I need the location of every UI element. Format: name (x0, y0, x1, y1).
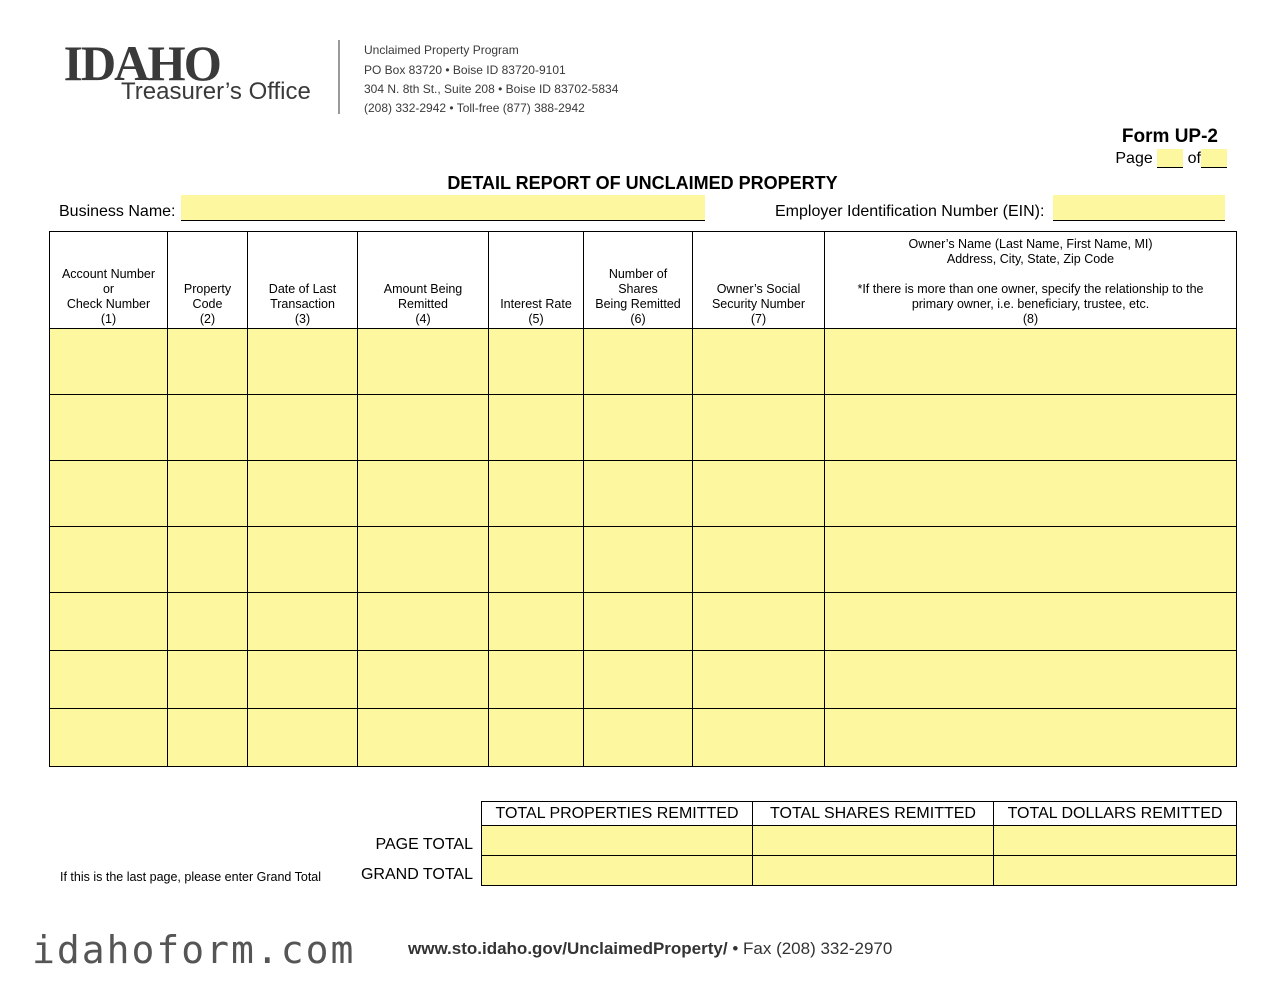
column-header-line: Property (183, 282, 232, 296)
cell-amount-remitted-field[interactable] (358, 651, 489, 709)
column-header-line: Security Number (711, 297, 806, 311)
column-header-line: Address, City, State, Zip Code (946, 252, 1115, 266)
column-header-line: Being Remitted (595, 297, 681, 311)
cell-owner-ssn-field[interactable] (693, 395, 825, 461)
address-line-pobox: PO Box 83720 • Boise ID 83720-9101 (364, 63, 566, 77)
treasurers-office-logo-text: Treasurer’s Office (121, 78, 311, 105)
cell-number-of-shares-field[interactable] (584, 593, 693, 651)
cell-date-last-transaction-field[interactable] (248, 709, 358, 767)
cell-number-of-shares-field[interactable] (584, 527, 693, 593)
page-number-field[interactable] (1157, 149, 1183, 168)
page-label: Page (1115, 150, 1153, 167)
cell-date-last-transaction-field[interactable] (248, 395, 358, 461)
cell-account-number-field[interactable] (50, 527, 168, 593)
page-total-dollars-field[interactable] (994, 826, 1237, 856)
column-header-amount-remitted (358, 232, 489, 329)
cell-date-last-transaction-field[interactable] (248, 461, 358, 527)
cell-amount-remitted-field[interactable] (358, 593, 489, 651)
cell-property-code-field[interactable] (168, 395, 248, 461)
table-row (50, 461, 1237, 527)
form-number: Form UP-2 (1121, 126, 1218, 147)
column-header-number-of-shares (584, 232, 693, 329)
column-header-interest-rate (489, 232, 584, 329)
column-header-property-code (168, 232, 248, 329)
address-line-phone: (208) 332-2942 • Toll-free (877) 388-2942 (364, 101, 585, 115)
cell-interest-rate-field[interactable] (489, 527, 584, 593)
idaho-logo-wordmark: IDAHO (63, 35, 220, 91)
column-header-date-last-transaction (248, 232, 358, 329)
cell-owner-name-address-field[interactable] (825, 709, 1237, 767)
cell-owner-ssn-field[interactable] (693, 709, 825, 767)
cell-account-number-field[interactable] (50, 329, 168, 395)
table-row (50, 329, 1237, 395)
cell-interest-rate-field[interactable] (489, 651, 584, 709)
column-header-line: Interest Rate (500, 297, 572, 311)
cell-account-number-field[interactable] (50, 461, 168, 527)
column-header-line: Owner’s Name (Last Name, First Name, MI) (908, 237, 1153, 251)
address-line-program: Unclaimed Property Program (364, 43, 519, 57)
cell-number-of-shares-field[interactable] (584, 709, 693, 767)
cell-owner-name-address-field[interactable] (825, 329, 1237, 395)
table-row (50, 593, 1237, 651)
cell-account-number-field[interactable] (50, 651, 168, 709)
cell-number-of-shares-field[interactable] (584, 651, 693, 709)
cell-owner-ssn-field[interactable] (693, 329, 825, 395)
cell-owner-name-address-field[interactable] (825, 593, 1237, 651)
table-row (50, 395, 1237, 461)
cell-date-last-transaction-field[interactable] (248, 651, 358, 709)
column-header-line: (2) (199, 312, 216, 326)
column-header-line: (8) (1022, 312, 1039, 326)
column-header-line: (1) (100, 312, 117, 326)
cell-number-of-shares-field[interactable] (584, 395, 693, 461)
business-name-field[interactable] (181, 195, 705, 221)
form-title: DETAIL REPORT OF UNCLAIMED PROPERTY (447, 173, 838, 193)
cell-amount-remitted-field[interactable] (358, 709, 489, 767)
cell-owner-name-address-field[interactable] (825, 461, 1237, 527)
cell-date-last-transaction-field[interactable] (248, 329, 358, 395)
column-header-line: Code (192, 297, 223, 311)
cell-interest-rate-field[interactable] (489, 461, 584, 527)
totals-table (481, 801, 1237, 886)
grand-total-dollars-field[interactable] (994, 856, 1237, 886)
cell-interest-rate-field[interactable] (489, 395, 584, 461)
business-name-label: Business Name: (59, 203, 176, 220)
footer-fax: • Fax (208) 332-2970 (732, 939, 893, 958)
table-header-row (50, 232, 1237, 329)
cell-owner-ssn-field[interactable] (693, 593, 825, 651)
page-total-row (482, 826, 1237, 856)
cell-amount-remitted-field[interactable] (358, 527, 489, 593)
ein-field[interactable] (1053, 195, 1225, 221)
cell-date-last-transaction-field[interactable] (248, 593, 358, 651)
grand-total-row (482, 856, 1237, 886)
column-header-line: Number of (608, 267, 668, 281)
cell-account-number-field[interactable] (50, 593, 168, 651)
cell-owner-ssn-field[interactable] (693, 651, 825, 709)
column-header-line: Owner’s Social (716, 282, 801, 296)
footer-website-link[interactable]: www.sto.idaho.gov/UnclaimedProperty/ (408, 939, 728, 958)
column-header-line: (6) (630, 312, 646, 326)
page-total-count-field[interactable] (1201, 149, 1227, 168)
cell-account-number-field[interactable] (50, 395, 168, 461)
grand-total-label: GRAND TOTAL (360, 866, 473, 883)
column-header-account-number (50, 232, 168, 329)
column-header-line: Transaction (270, 297, 335, 311)
column-header-line: (7) (750, 312, 767, 326)
column-header-line: or (102, 282, 115, 296)
column-header-line: (5) (528, 312, 544, 326)
cell-owner-ssn-field[interactable] (693, 461, 825, 527)
column-header-owner-name-address (825, 232, 1237, 329)
grand-total-properties-field[interactable] (482, 856, 753, 886)
column-header-owner-ssn (693, 232, 825, 329)
footer-contact (408, 939, 892, 959)
address-line-street: 304 N. 8th St., Suite 208 • Boise ID 83702-5834 (364, 82, 619, 96)
cell-number-of-shares-field[interactable] (584, 461, 693, 527)
table-row (50, 651, 1237, 709)
cell-property-code-field[interactable] (168, 593, 248, 651)
cell-amount-remitted-field[interactable] (358, 395, 489, 461)
ein-label: Employer Identification Number (EIN): (775, 203, 1045, 220)
cell-interest-rate-field[interactable] (489, 709, 584, 767)
watermark: idahoform.com (32, 928, 356, 972)
page-total-shares-field[interactable] (753, 826, 994, 856)
cell-number-of-shares-field[interactable] (584, 329, 693, 395)
cell-property-code-field[interactable] (168, 709, 248, 767)
logo-divider (338, 40, 340, 114)
cell-interest-rate-field[interactable] (489, 329, 584, 395)
column-header-line: Shares (618, 282, 658, 296)
column-header-line: primary owner, i.e. beneficiary, trustee, etc. (911, 297, 1150, 311)
column-header-line: Account Number (61, 267, 156, 281)
cell-owner-name-address-field[interactable] (825, 651, 1237, 709)
total-dollars-header: TOTAL DOLLARS REMITTED (994, 802, 1237, 826)
column-header-line: Amount Being (383, 282, 463, 296)
cell-interest-rate-field[interactable] (489, 593, 584, 651)
column-header-line: *If there is more than one owner, specify the relationship to the (857, 282, 1204, 296)
page-counter (1115, 149, 1227, 168)
cell-owner-ssn-field[interactable] (693, 527, 825, 593)
cell-amount-remitted-field[interactable] (358, 461, 489, 527)
detail-table (49, 231, 1237, 767)
total-shares-header: TOTAL SHARES REMITTED (753, 802, 994, 826)
table-row (50, 527, 1237, 593)
cell-property-code-field[interactable] (168, 329, 248, 395)
cell-owner-name-address-field[interactable] (825, 527, 1237, 593)
cell-amount-remitted-field[interactable] (358, 329, 489, 395)
page-total-properties-field[interactable] (482, 826, 753, 856)
column-header-line: (3) (294, 312, 311, 326)
column-header-line: Remitted (397, 297, 449, 311)
cell-date-last-transaction-field[interactable] (248, 527, 358, 593)
cell-owner-name-address-field[interactable] (825, 395, 1237, 461)
of-label: of (1187, 150, 1201, 167)
column-header-line (825, 267, 1236, 282)
grand-total-note: If this is the last page, please enter Grand Total (60, 870, 322, 884)
table-row (50, 709, 1237, 767)
page-total-label: PAGE TOTAL (375, 836, 473, 853)
cell-property-code-field[interactable] (168, 527, 248, 593)
column-header-line: (4) (415, 312, 431, 326)
grand-total-shares-field[interactable] (753, 856, 994, 886)
total-properties-header: TOTAL PROPERTIES REMITTED (482, 802, 753, 826)
column-header-line: Check Number (66, 297, 151, 311)
cell-property-code-field[interactable] (168, 651, 248, 709)
cell-property-code-field[interactable] (168, 461, 248, 527)
column-header-line: Date of Last (268, 282, 337, 296)
cell-account-number-field[interactable] (50, 709, 168, 767)
